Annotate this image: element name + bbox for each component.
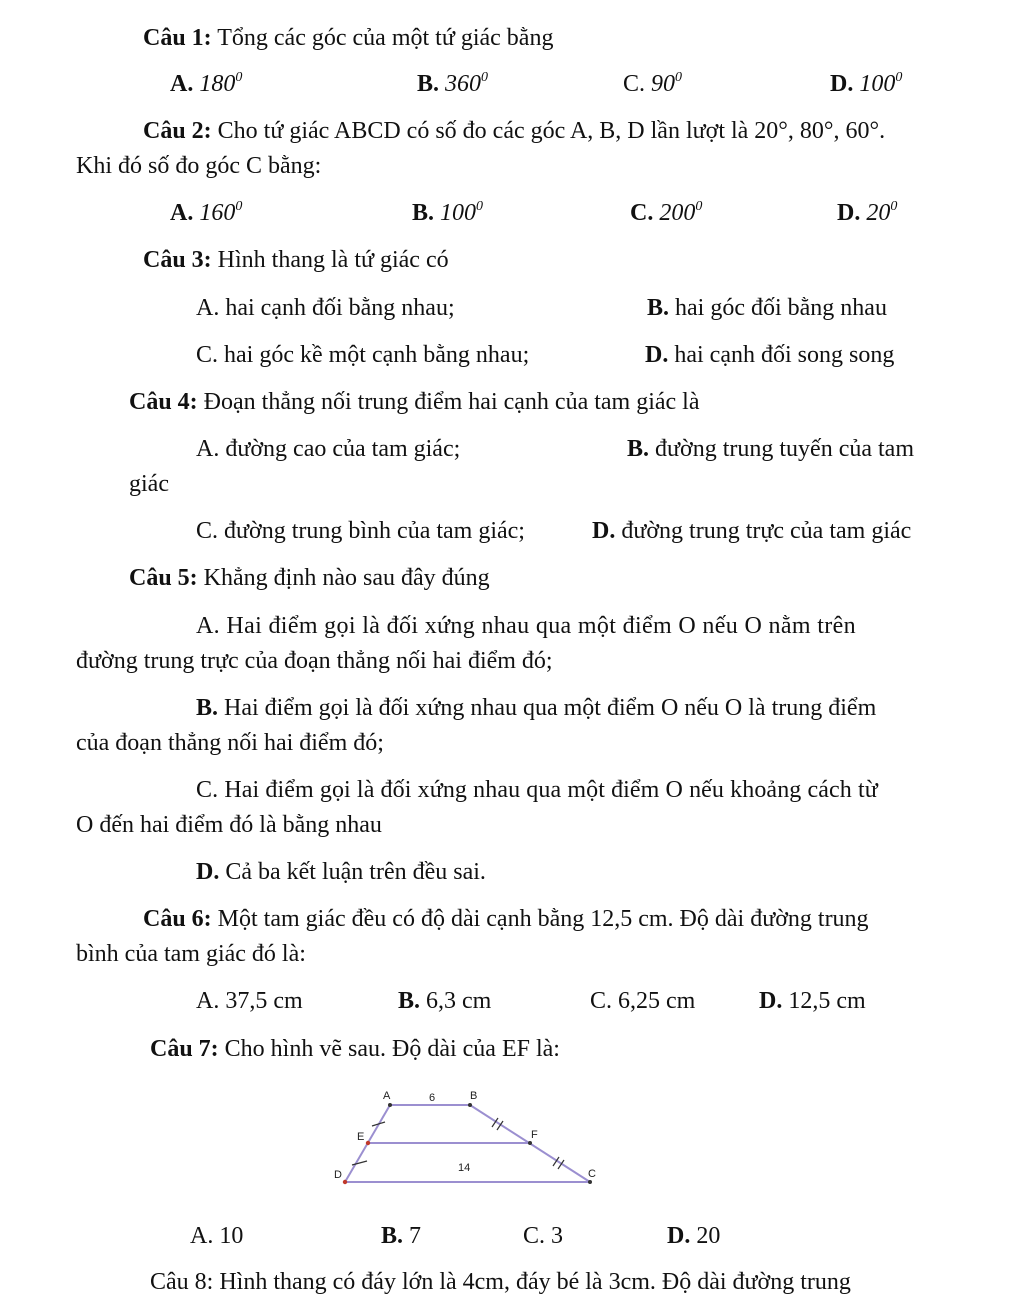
- cropped-previous-line: [300, 0, 760, 4]
- question-2-cont: Khi đó số đo góc C bằng:: [76, 153, 322, 179]
- question-text: Đoạn thẳng nối trung điểm hai cạnh của tam giác là: [197, 389, 700, 415]
- option-c[interactable]: C. $200^0$: [630, 199, 703, 226]
- option-a[interactable]: A. đường cao của tam giác;: [196, 436, 461, 462]
- option-b-cont: giác: [129, 471, 169, 497]
- option-a[interactable]: A. hai cạnh đối bằng nhau;: [196, 295, 455, 321]
- question-text: Tổng các góc của một tứ giác bằng: [211, 25, 554, 51]
- question-label: Câu 6:: [143, 906, 212, 932]
- point-f: [528, 1141, 532, 1145]
- option-a[interactable]: A. 37,5 cm: [196, 988, 303, 1014]
- question-7: [150, 1035, 560, 1063]
- option-b[interactable]: B. 7: [381, 1223, 422, 1249]
- label-f: F: [531, 1129, 538, 1141]
- question-label: Câu 3:: [143, 247, 212, 273]
- option-c-cont: O đến hai điểm đó là bằng nhau: [76, 812, 382, 838]
- question-label: Câu 1:: [143, 25, 212, 51]
- option-a[interactable]: A. $180^0$: [170, 70, 243, 97]
- option-d[interactable]: D. $20^0$: [837, 199, 898, 226]
- option-b[interactable]: B. $100^0$: [412, 199, 484, 226]
- option-c[interactable]: C. 3: [523, 1223, 564, 1249]
- label-bottom-length: 14: [458, 1162, 471, 1174]
- question-6: [143, 905, 869, 933]
- question-text: Khẳng định nào sau đây đúng: [197, 565, 490, 591]
- label-b: B: [470, 1090, 478, 1102]
- label-top-length: 6: [429, 1092, 436, 1104]
- option-a-cont: đường trung trực của đoạn thẳng nối hai điểm đó;: [76, 648, 553, 674]
- point-d: [343, 1180, 347, 1184]
- tick-mark: [352, 1161, 367, 1165]
- question-text: Một tam giác đều có độ dài cạnh bằng 12,5 cm. Độ dài đường trung: [211, 906, 869, 932]
- point-c: [588, 1180, 592, 1184]
- question-text: Cho hình vẽ sau. Độ dài của EF là:: [218, 1036, 560, 1062]
- option-d[interactable]: D. 12,5 cm: [759, 988, 866, 1014]
- question-label: Câu 7:: [150, 1036, 219, 1062]
- option-c[interactable]: C. hai góc kề một cạnh bằng nhau;: [196, 342, 530, 368]
- option-a[interactable]: A. 10: [190, 1223, 244, 1249]
- point-b: [468, 1103, 472, 1107]
- option-d[interactable]: D. $100^0$: [830, 70, 903, 97]
- question-4: [129, 388, 700, 416]
- question-1: [143, 24, 553, 52]
- option-b[interactable]: B. đường trung tuyến của tam: [627, 436, 914, 462]
- point-e: [366, 1141, 370, 1145]
- option-d[interactable]: D. Cả ba kết luận trên đều sai.: [196, 859, 486, 885]
- question-8-partial: Câu 8: Hình thang có đáy lớn là 4cm, đáy bé là 3cm. Độ dài đường trung: [150, 1269, 851, 1295]
- label-e: E: [357, 1131, 365, 1143]
- question-3: [143, 246, 449, 274]
- label-c: C: [588, 1168, 596, 1180]
- option-b[interactable]: B. $360^0$: [417, 70, 489, 97]
- question-label: Câu 2:: [143, 118, 212, 144]
- option-a[interactable]: A. $160^0$: [170, 199, 243, 226]
- option-b-cont: của đoạn thẳng nối hai điểm đó;: [76, 730, 384, 756]
- question-label: Câu 5:: [129, 565, 198, 591]
- question-5: [129, 564, 490, 592]
- question-text: Cho tứ giác ABCD có số đo các góc A, B, D lần lượt là 20°, 80°, 60°.: [211, 118, 886, 144]
- option-b[interactable]: B. hai góc đối bằng nhau: [647, 295, 887, 321]
- question-6-cont: bình của tam giác đó là:: [76, 941, 306, 967]
- option-c[interactable]: C. $90^0$: [623, 70, 683, 97]
- option-d[interactable]: D. đường trung trực của tam giác: [592, 518, 912, 544]
- option-c[interactable]: C. 6,25 cm: [590, 988, 696, 1014]
- option-c[interactable]: C. Hai điểm gọi là đối xứng nhau qua một điểm O nếu khoảng cách từ: [196, 777, 878, 803]
- option-d[interactable]: D. 20: [667, 1223, 721, 1249]
- question-label: Câu 4:: [129, 389, 198, 415]
- label-a: A: [383, 1090, 391, 1102]
- label-d: D: [334, 1169, 342, 1181]
- option-b[interactable]: B. 6,3 cm: [398, 988, 492, 1014]
- option-a[interactable]: A. Hai điểm gọi là đối xứng nhau qua một điểm O nếu O nằm trên: [196, 613, 856, 639]
- point-a: [388, 1103, 392, 1107]
- question-2: [143, 117, 885, 145]
- option-b[interactable]: B. Hai điểm gọi là đối xứng nhau qua một điểm O nếu O là trung điểm: [196, 695, 877, 721]
- trapezoid-figure: [325, 1082, 615, 1194]
- option-c[interactable]: C. đường trung bình của tam giác;: [196, 518, 525, 544]
- question-text: Hình thang là tứ giác có: [211, 247, 449, 273]
- option-d[interactable]: D. hai cạnh đối song song: [645, 342, 895, 368]
